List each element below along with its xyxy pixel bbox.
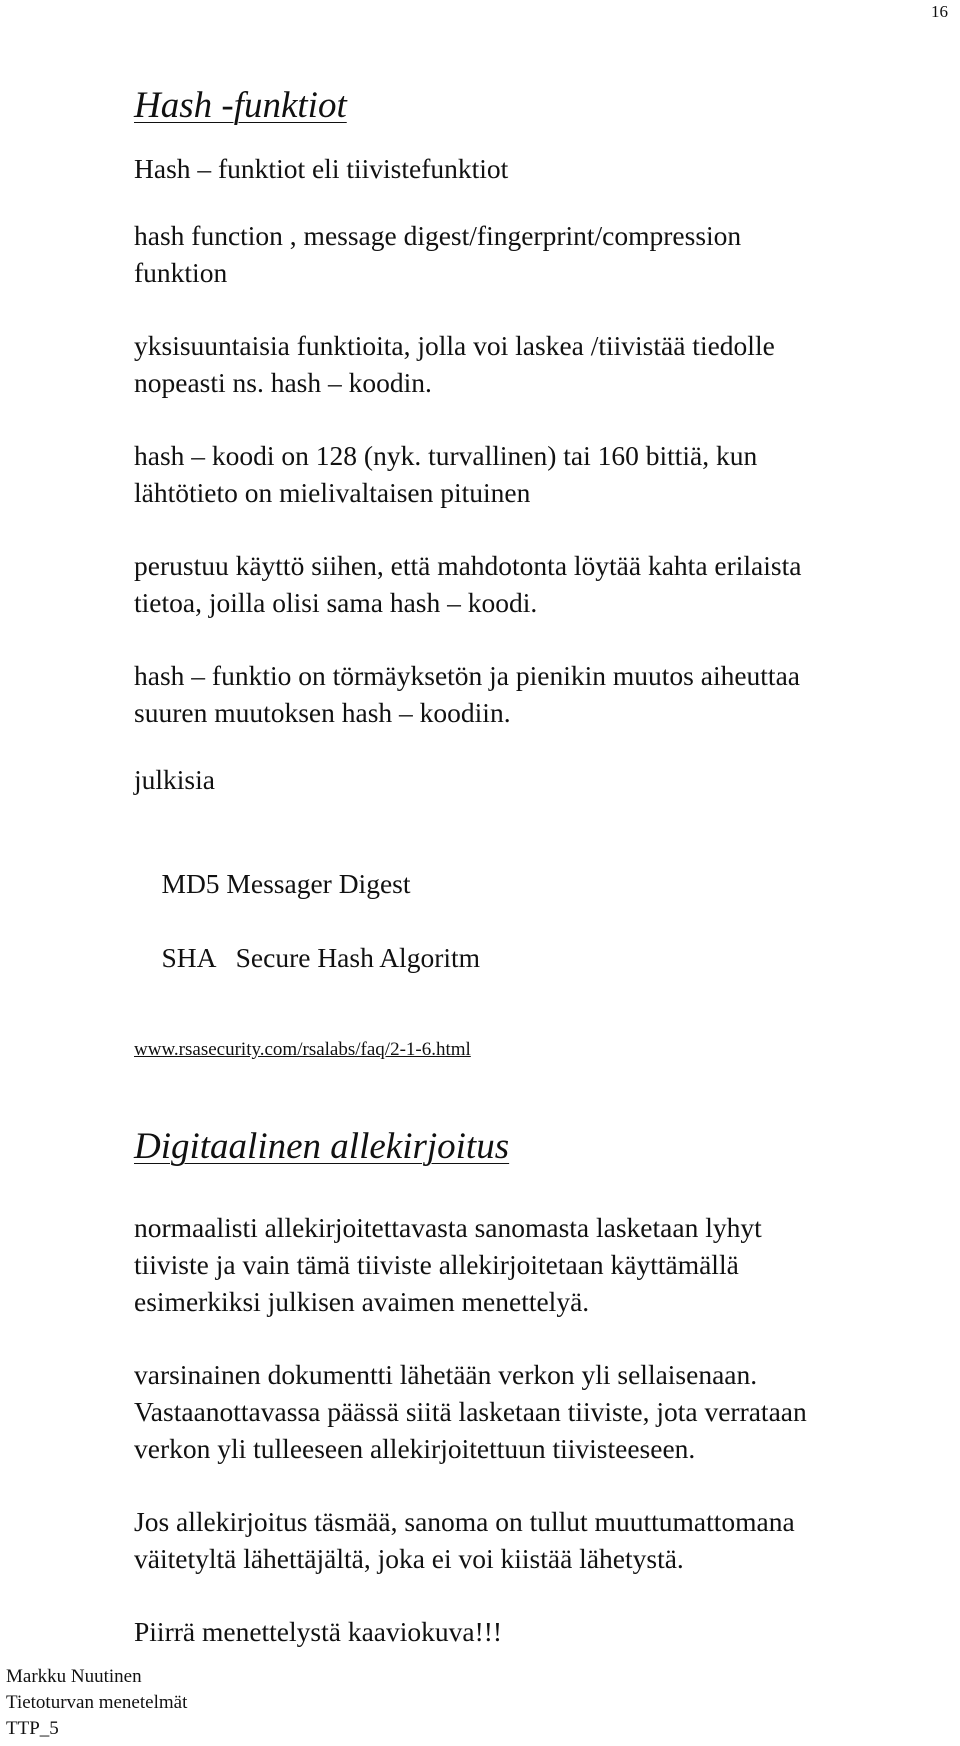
text-line: funktion [134, 257, 228, 288]
text-line: varsinainen dokumentti lähetään verkon yli sellaisenaan. [134, 1359, 758, 1390]
section-heading-digital-signature: Digitaalinen allekirjoitus [134, 1126, 510, 1167]
footer-course: Tietoturvan menetelmät [6, 1692, 188, 1713]
text-line: Piirrä menettelystä kaaviokuva!!! [134, 1616, 503, 1647]
text-line: normaalisti allekirjoitettavasta sanomasta lasketaan lyhyt [134, 1212, 762, 1243]
paragraph [134, 1356, 934, 1467]
page-footer [6, 1664, 187, 1742]
reference-link[interactable]: www.rsasecurity.com/rsalabs/faq/2-1-6.html [134, 1039, 471, 1060]
text-line: lähtötieto on mielivaltaisen pituinen [134, 477, 531, 508]
text-line: perustuu käyttö siihen, että mahdotonta löytää kahta erilaista [134, 550, 802, 581]
text-line: Hash – funktiot eli tiivistefunktiot [134, 153, 509, 184]
paragraph [134, 1209, 934, 1320]
text-line: verkon yli tulleeseen allekirjoitettuun tiivisteeseen. [134, 1433, 696, 1464]
paragraph [134, 437, 934, 511]
page-content [134, 80, 934, 1650]
text-line: yksisuuntaisia funktioita, jolla voi laskea /tiivistää tiedolle [134, 330, 775, 361]
footer-code: TTP_5 [6, 1718, 59, 1739]
paragraph [134, 657, 934, 731]
text-line: hash – funktio on törmäyksetön ja pienikin muutos aiheuttaa [134, 660, 800, 691]
paragraph [134, 150, 934, 187]
text-line: väitetyltä lähettäjältä, joka ei voi kiistää lähetystä. [134, 1543, 684, 1574]
paragraph [134, 828, 934, 1013]
text-line: tiiviste ja vain tämä tiiviste allekirjoitetaan käyttämällä [134, 1249, 739, 1280]
text-line: esimerkiksi julkisen avaimen menettelyä. [134, 1286, 590, 1317]
text-line: Jos allekirjoitus täsmää, sanoma on tullut muuttumattomana [134, 1506, 795, 1537]
paragraph [134, 1613, 934, 1650]
text-line: tietoa, joilla olisi sama hash – koodi. [134, 587, 538, 618]
text-line: SHA Secure Hash Algoritm [161, 942, 481, 973]
section-heading-hash: Hash -funktiot [134, 85, 347, 126]
text-line: suuren muutoksen hash – koodiin. [134, 697, 511, 728]
paragraph [134, 1503, 934, 1577]
paragraph [134, 547, 934, 621]
text-line: hash – koodi on 128 (nyk. turvallinen) tai 160 bittiä, kun [134, 440, 758, 471]
text-line: nopeasti ns. hash – koodin. [134, 367, 432, 398]
page-number: 16 [931, 2, 948, 21]
text-line: hash function , message digest/fingerprint/compression [134, 220, 742, 251]
paragraph [134, 761, 934, 798]
text-line: Vastaanottavassa päässä siitä lasketaan tiiviste, jota verrataan [134, 1396, 807, 1427]
paragraph [134, 327, 934, 401]
footer-author: Markku Nuutinen [6, 1666, 142, 1687]
text-line: julkisia [134, 764, 215, 795]
text-line: MD5 Messager Digest [161, 868, 411, 899]
paragraph [134, 217, 934, 291]
